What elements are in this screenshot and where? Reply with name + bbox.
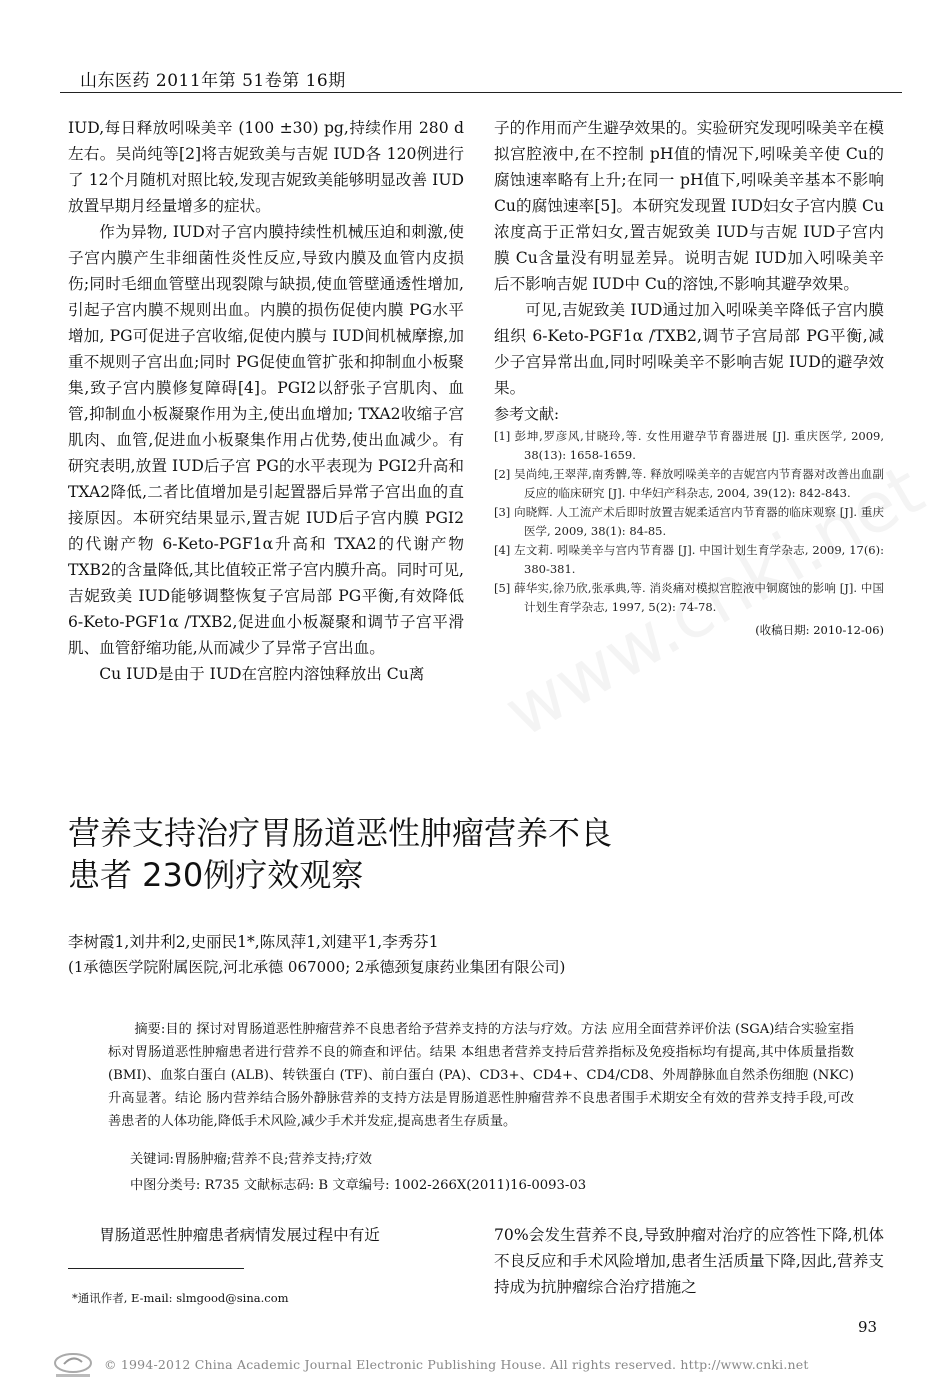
abstract <box>108 1018 854 1133</box>
keywords: 关键词:胃肠肿瘤;营养不良;营养支持;疗效 <box>130 1152 372 1167</box>
right-paragraph-2: 可见,吉妮致美 IUD通过加入吲哚美辛降低子宫内膜组织 6-Keto-PGF1α /TXB2,调节子宫局部 PG平衡,减少子宫异常出血,同时吲哚美辛不影响吉妮 IUD的避孕效果。 <box>494 301 884 397</box>
footnote: *通讯作者, E-mail: slmgood@sina.com <box>72 1291 289 1305</box>
abstract-text: 摘要:目的 探讨对胃肠道恶性肿瘤营养不良患者给予营养支持的方法与疗效。方法 应用全面营养评价法 (SGA)结合实验室指标对胃肠道恶性肿瘤患者进行营养不良的筛查和评估。结果 本组患者营养支持后营养指标及免疫指标均有提高,其中体质量指数 (BMI)、血浆白蛋白 (ALB)、转铁蛋白 (TF)、前白蛋白 (PA)、CD3+、CD4+、CD4/CD8、外周静脉血自然杀伤细胞 (NKC)升高显著。结论 肠内营养结合肠外静脉营养的支持方法是胃肠道恶性肿瘤营养不良患者围手术期安全有效的营养支持手段,可改善患者的人体功能,降低手术风险,减少手术并发症,提高患者生存质量。 <box>108 1022 854 1129</box>
page-number: 93 <box>858 1318 878 1336</box>
reference-item: [3] 向晓辉. 人工流产术后即时放置吉妮柔适宫内节育器的临床观察 [J]. 重庆医学, 2009, 38(1): 84-85. <box>494 505 884 538</box>
article-title <box>68 812 888 896</box>
reference-item: [5] 薛华实,徐乃欣,张承典,等. 消炎痛对模拟宫腔液中铜腐蚀的影响 [J]. 中国计划生育学杂志, 1997, 5(2): 74-78. <box>494 581 884 614</box>
copyright-line: © 1994-2012 China Academic Journal Electronic Publishing House. All rights reserved. http://www.cnki.net <box>104 1357 809 1372</box>
reference-item: [2] 吴尚纯,王翠萍,南秀髀,等. 释放吲哚美辛的吉妮宫内节育器对改善出血副反应的临床研究 [J]. 中华妇产科杂志, 2004, 39(12): 842-843. <box>494 467 884 500</box>
reference-item: [1] 彭坤,罗彦风,甘晓玲,等. 女性用避孕节育器进展 [J]. 重庆医学, 2009, 38(13): 1658-1659. <box>494 429 884 462</box>
affiliation: (1承德医学院附属医院,河北承德 067000; 2承德颈复康药业集团有限公司) <box>68 958 566 976</box>
reference-item: [4] 左文莉. 吲哚美辛与宫内节育器 [J]. 中国计划生育学杂志, 2009, 17(6): 380-381. <box>494 543 884 576</box>
classification: 中图分类号: R735 文献标志码: B 文章编号: 1002-266X(2011)16-0093-03 <box>130 1178 587 1193</box>
journal-header: 山东医药 2011年第 51卷第 16期 <box>80 71 346 91</box>
left-column <box>68 115 464 687</box>
references-title: 参考文献: <box>494 405 560 423</box>
received-date: (收稿日期: 2010-12-06) <box>755 623 884 637</box>
right-column <box>494 115 884 643</box>
article-title-line-2: 患者 230例疗效观察 <box>68 856 364 894</box>
authors: 李树霞1,刘井利2,史丽民1*,陈凤萍1,刘建平1,李秀芬1 <box>68 933 439 951</box>
cnki-logo-icon <box>50 1350 96 1380</box>
article-title-line-1: 营养支持治疗胃肠道恶性肿瘤营养不良 <box>68 814 613 852</box>
header-divider <box>60 92 902 93</box>
left-paragraph-2: 作为异物, IUD对子宫内膜持续性机械压迫和刺激,使子宫内膜产生非细菌性炎性反应,导致内膜及血管内皮损伤;同时毛细血管壁出现裂隙与缺损,使血管壁通透性增加,引起子宫内膜不规则出血。内膜的损伤促使内膜 PG水平增加, PG可促进子宫收缩,促使内膜与 IUD间机械摩擦,加重不规则子宫出血;同时 PG促使血管扩张和抑制血小板聚集,致子宫内膜修复障碍[4]。PGI2以舒张子宫肌肉、血管,抑制血小板凝聚作用为主,使出血增加; TXA2收缩子宫肌肉、血管,促进血小板聚集作用占优势,使出血减少。有研究表明,放置 IUD后子宫 PG的水平表现为 PGI2升高和 TXA2降低,二者比值增加是引起置器后异常子宫出血的直接原因。本研究结果显示,置吉妮 IUD后子宫内膜 PGI2的代谢产物 6-Keto-PGF1α升高和 TXA2的代谢产物 TXB2的含量降低,其比值较正常子宫内膜升高。同时可见,吉妮致美 IUD能够调整恢复子宫局部 PG平衡,有效降低 6-Keto-PGF1α /TXB2,促进血小板凝聚和调节子宫平滑肌、血管舒缩功能,从而减少了异常子宫出血。 <box>68 223 464 657</box>
left-paragraph-3: Cu IUD是由于 IUD在宫腔内溶蚀释放出 Cu离 <box>99 665 425 683</box>
right-paragraph-1: 子的作用而产生避孕效果的。实验研究发现吲哚美辛在模拟宫腔液中,在不控制 pH值的情况下,吲哚美辛使 Cu的腐蚀速率略有上升;在同一 pH值下,吲哚美辛基本不影响 Cu的腐蚀速率[5]。本研究发现置 IUD妇女子宫内膜 Cu浓度高于正常妇女,置吉妮致美 IUD与吉妮 IUD子宫内膜 Cu含量没有明显差异。说明吉妮 IUD加入吲哚美辛后不影响吉妮 IUD中 Cu的溶蚀,不影响其避孕效果。 <box>494 119 884 293</box>
left-paragraph-1: IUD,每日释放吲哚美辛 (100 ±30) pg,持续作用 280 d左右。吴尚纯等[2]将吉妮致美与吉妮 IUD各 120例进行了 12个月随机对照比较,发现吉妮致美能够明显改善 IUD放置早期月经量增多的症状。 <box>68 119 464 215</box>
body-right-start: 70%会发生营养不良,导致肿瘤对治疗的应答性下降,机体不良反应和手术风险增加,患者生活质量下降,因此,营养支持成为抗肿瘤综合治疗措施之 <box>494 1226 884 1296</box>
body-left-start: 胃肠道恶性肿瘤患者病情发展过程中有近 <box>99 1226 380 1244</box>
footnote-divider <box>68 1268 244 1269</box>
